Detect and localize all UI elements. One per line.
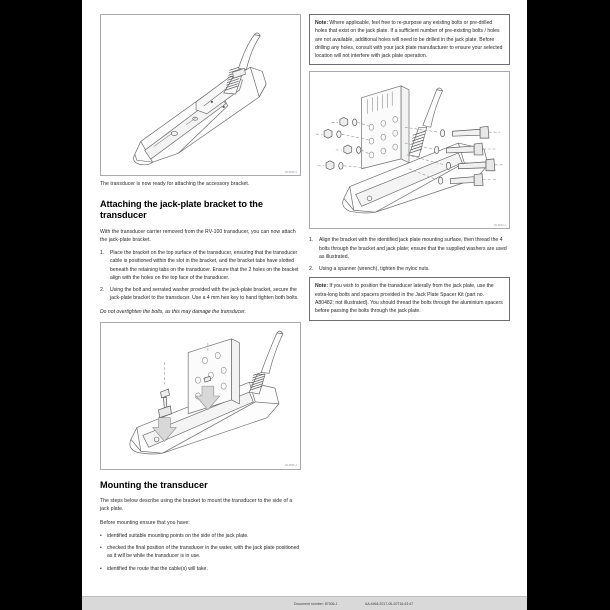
footer-document-number: Document number: 87306-1 (294, 601, 338, 606)
step-text: Align the bracket with the identified jack plate mounting surface, then thread the 4 bolts through the bracket and jack plate; ensure that the supplied washers are used as illustrated. (319, 237, 507, 260)
figure-exploded-assembly (309, 71, 510, 229)
step-number: 1. (309, 237, 314, 244)
figure-id-2: D13623-1 (494, 223, 506, 227)
bullet-text: checked the final position of the transducer in the water, with the jack plate positioned as it will be while the transducer is in use. (107, 545, 300, 560)
bullet-text: identified the route that the cable(s) will take. (107, 565, 208, 572)
bullet-marker: • (100, 565, 102, 572)
mounting-steps-list (309, 236, 510, 273)
before-mounting-lead: Before mounting ensure that you have: (100, 519, 190, 526)
caution-text: Do not overtighten the bolts, as this may damage the transducer. (100, 308, 246, 315)
figure-1-caption: The transducer is now ready for attaching the accessory bracket. (100, 181, 250, 187)
figure-id-3: D13565-1 (285, 464, 297, 468)
step-text: Place the bracket on the top surface of the transducer, ensuring that the transducer cable is positioned within the slot in the bracket, and the bracket tabs have slotted beneath the retaining tabs on the transducer. Ensure that the 2 holes on the bracket align with the holes on the top face of the transducer. (110, 250, 299, 281)
right-column (309, 14, 510, 577)
transducer-line-drawing (101, 15, 300, 175)
bullet-marker: • (100, 545, 102, 552)
page-content (100, 14, 510, 596)
section-heading-mounting-transducer: Mounting the transducer (100, 479, 208, 490)
list-item (100, 532, 301, 540)
figure-id-1: D13525-1 (285, 170, 297, 174)
footer-build-stamp: AA:4464:2017-06-20T16:43:47 (365, 601, 414, 606)
document-page (82, 0, 527, 610)
list-item (100, 565, 301, 573)
list-item (100, 544, 301, 561)
two-column-layout (100, 14, 510, 577)
step-number: 2. (309, 266, 314, 273)
step-text: Using the bolt and serrated washer provided with the jack-plate bracket, secure the jack-plate bracket to the transducer. Use a 4 mm hex key to hand tighten both bolts. (110, 287, 299, 302)
intro-paragraph: With the transducer carrier removed from the RV-100 transducer, you can now attach the jack-plate bracket. (100, 228, 296, 243)
list-item (309, 265, 510, 273)
note-box-spacer-kit (309, 277, 510, 320)
before-mounting-checklist (100, 532, 301, 573)
page-footer (82, 596, 527, 610)
figure-bracket-fitted (100, 322, 301, 470)
bullet-marker: • (100, 532, 102, 539)
section-heading-attaching-bracket: Attaching the jack-plate bracket to the transducer (100, 199, 263, 221)
left-column (100, 14, 301, 577)
step-number: 2. (100, 287, 105, 294)
note-label: Note: (315, 283, 329, 290)
note-label: Note: (315, 20, 329, 26)
step-number: 1. (100, 250, 105, 257)
note-paragraph (315, 282, 504, 315)
list-item (309, 236, 510, 261)
bullet-text: identified suitable mounting points on the side of the jack plate. (107, 532, 249, 539)
note-text: If you wish to position the transducer laterally from the jack plate, use the extra-long bolts and spacers provided in the Jack Plate Spacer Kit (part no. A80482; not illustrated). You should thread the bolts through the aluminium spacers before passing the bolts through the jack plate. (315, 283, 503, 315)
bracket-fitted-line-drawing (101, 323, 300, 469)
list-item (100, 249, 301, 282)
note-text: Where applicable, feel free to re-purpose any existing bolts or pre-drilled holes that exist on the jack plate. If a sufficient number of pre-existing bolts / holes are not available, additional holes will need to be drilled in the jack plate. Before drilling any holes, consult with your jack plate manufacturer to ensure your selected location will not interfere with jack plate operation. (315, 20, 503, 60)
note-box-repurpose-holes (309, 14, 510, 65)
list-item (100, 286, 301, 303)
exploded-assembly-line-drawing (310, 72, 509, 228)
figure-transducer-ready (100, 14, 301, 176)
step-text: Using a spanner (wrench), tighten the nyloc nuts. (319, 266, 430, 273)
attach-steps-list (100, 249, 301, 303)
note-paragraph (315, 19, 504, 60)
mounting-intro: The steps below describe using the bracket to mount the transducer to the side of a jack plate. (100, 498, 293, 513)
